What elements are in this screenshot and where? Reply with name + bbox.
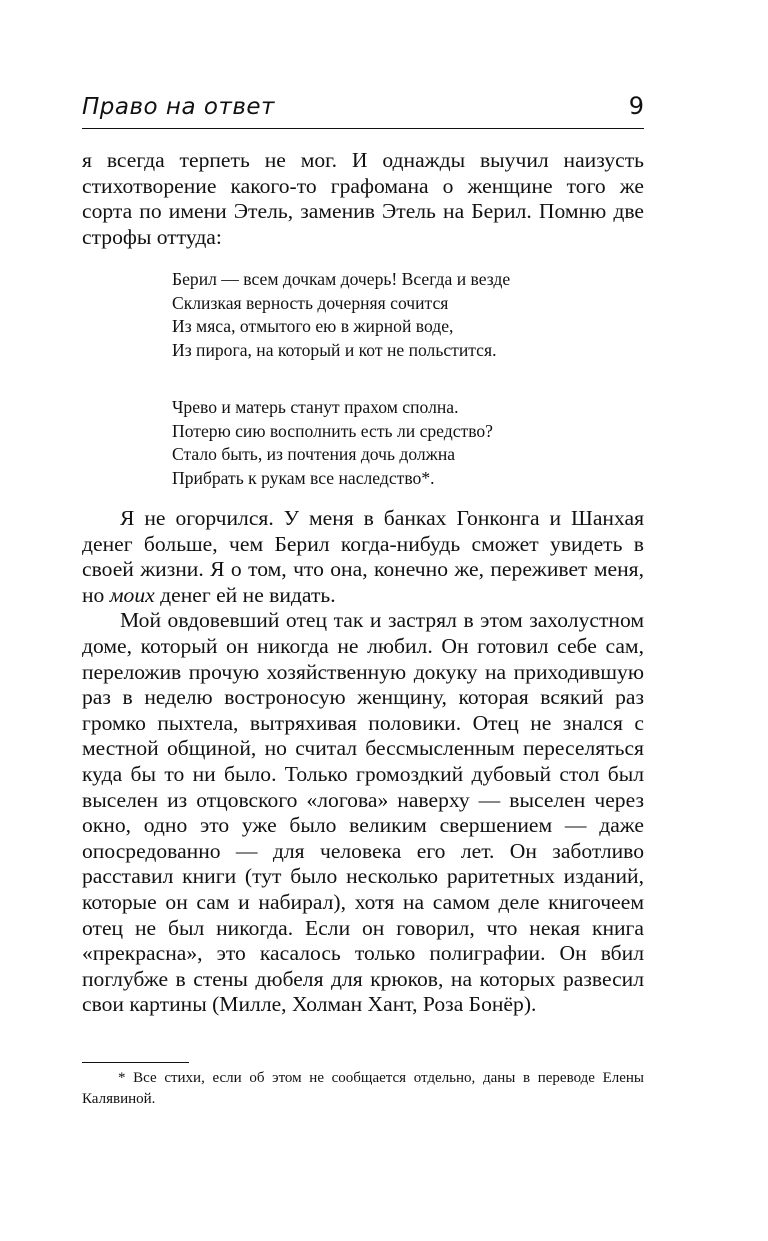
poem-line: Склизкая верность дочерняя сочится <box>172 292 449 313</box>
footnote: * Все стихи, если об этом не сообщается отдельно, даны в переводе Елены Калявиной. <box>82 1070 644 1107</box>
paragraph-father: Мой овдовевший отец так и застрял в этом захолустном доме, который он никогда не любил. Он готовил себе сам, переложив прочую хозяйственную докуку на приходившую раз в неделю востроносую женщину, которая всякий раз громко пыхтела, вытряхивая половики. Отец не знался с местной общиной, но считал бессмысленным переселяться куда бы то ни было. Только громоздкий дубовый стол был выселен из отцовского «логова» наверху — выселен через окно, одно это уже было великим свершением — даже опосредованно — для человека его лет. Он заботливо расставил книги (тут было несколько раритетных изданий, которые он сам и набирал), хотя на самом деле книгочеем отец не был никогда. Если он говорил, что некая книга «прекрасна», это касалось только полиграфии. Он вбил поглубже в стены дюбеля для крюков, на которых развесил свои картины (Милле, Холман Хант, Роза Бонёр). <box>82 608 644 1017</box>
paragraph-text: денег ей не видать. <box>154 582 336 607</box>
poem-line: Чрево и матерь станут прахом сполна. <box>172 397 459 417</box>
poem-line: Потерю сию восполнить есть ли средство? <box>172 420 493 441</box>
main-text-block <box>82 506 644 1018</box>
running-header <box>82 92 644 129</box>
intro-text-block <box>82 148 644 250</box>
poem-line: Из пирога, на который и кот не польстится. <box>172 339 497 360</box>
italic-emphasis: моих <box>109 582 155 607</box>
running-title: Право на ответ <box>82 94 275 120</box>
poem-line: Из мяса, отмытого ею в жирной воде, <box>172 316 454 337</box>
poem-line: Стало быть, из почтения дочь должна <box>172 444 456 465</box>
paragraph-not-upset <box>82 506 644 608</box>
poem-line: Берил — всем дочкам дочерь! Всегда и везде <box>172 269 511 289</box>
poem-stanza-2 <box>172 396 642 490</box>
footnote-divider <box>82 1062 189 1063</box>
poem-line: Прибрать к рукам все наследство*. <box>172 467 435 488</box>
page-number: 9 <box>628 92 644 120</box>
poem-stanza-1 <box>172 268 642 362</box>
paragraph-text: Я не огорчился. У меня в банках Гонконга и Шанхая денег больше, чем Берил когда-нибудь сможет увидеть в своей жизни. Я о том, что она, конечно же, переживет меня, но <box>82 506 644 607</box>
intro-paragraph: я всегда терпеть не мог. И однажды выучил наизусть стихотворение какого-то графомана о женщине того же сорта по имени Этель, заменив Этель на Берил. Помню две строфы оттуда: <box>82 148 644 249</box>
